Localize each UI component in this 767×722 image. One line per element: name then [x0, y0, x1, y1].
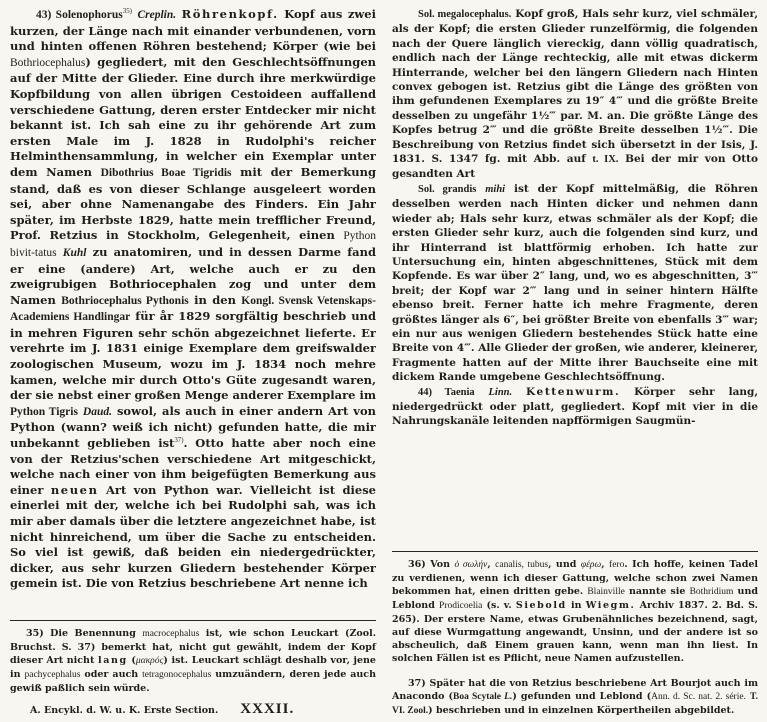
volume-number: XXXII. — [240, 701, 295, 717]
footnote-36: 36) Von ὁ σωλήν, canalis, tubus, und φέρω, fero. Ich hoffe, keinen Tadel zu verdienen, wenn ich dieser Gattung, welche schon zwei Namen bekommen hat, einen dritten gebe. Blainville nannte sie Bothridium und Leblond Prodicoelia (s. v. Siebold in Wiegm. Archiv 1837. 2. Bd. S. 265). Der erstere Name, etwas Grubenähnliches bezeichnend, sagt, auf diese Wurmgattung angewandt, Unsinn, und der andere ist so abscheulich, daß Einem grauen kann, wenn man ihn liest. In solchen Fällen ist es Pflicht, neue Namen aufzustellen. — [392, 559, 758, 664]
left-column — [10, 7, 376, 718]
footnote-35: 35) Die Benennung macrocephalus ist, wie schon Leuckart (Zool. Bruchst. S. 37) bemerkt hat, nicht gut gewählt, indem der Kopf dieser Art nicht lang (μακρός) ist. Leuckart schlägt deshalb vor, jene in pachycephalus oder auch tetragonocephalus umzuändern, deren jede auch gewiß paßlich sein würde. — [10, 628, 377, 694]
right-column — [392, 7, 758, 718]
paragraph-43: 43) Solenophorus$^{35)}$ Creplin. Röhrenkopf. Kopf aus zwei kurzen, der Länge nach mit einander verbundenen, vorn und hinten offenen Röhren bestehend; Körper (wie bei Bothriocephalus) gegliedert, mit den Geschlechtsöffnungen auf der Mitte der Glieder. Eine durch ihre merkwürdige Kopfbildung von allen übrigen Cestoideen auffallend verschiedene Gattung, deren erster Entdecker mir nicht bekannt ist. Ich sah eine zu ihr gehörende Art zum ersten Male im J. 1828 in Rudolphi's reicher Helminthensammlung, in welcher ein Exemplar unter dem Namen Dibothrius Boae Tigridis mit der Bemerkung stand, daß es von dieser Schlange ausgeleert worden sei, aber ohne Namenangabe des Finders. Ein Jahr später, im Herbste 1829, hatte mein trefflicher Freund, Prof. Retzius in Stockholm, Gelegenheit, einen Python bivit-tatus Kuhl zu anatomiren, und in dessen Darme fand er eine (andere) Art, welche auch er zu den zweigrubigen Bothriocephalen zog und unter dem Namen Bothriocephalus Pythonis in den Kongl. Svensk Vetenskaps-Academiens Handlingar für år 1829 sorgfältig beschrieb und in mehren Figuren sehr schön abgezeichnet lieferte. Er verehrte im J. 1831 einige Exemplare dem greifswalder zoologischen Museum, wozu im J. 1834 noch mehre kamen, welche mir durch Otto's Güte zugesandt waren, der sie nebst einer großen Menge anderer Exemplare im Python Tigris Daud. sowol, als auch in einer andern Art von Python (wann? weiß ich nicht) gefunden hatte, die mir unbekannt geblieben ist$^{37)}$. Otto hatte aber noch eine von der Retzius'schen verschiedene Art mitgeschickt, welche nach einer von ihm beigefügten Bemerkung aus einer neuen Art von Python war. Vielleicht ist diese einerlei mit der, welche ich bei Rudolphi sah, was ich mir aber damals über die letztere angezeichnet habe, ist nicht hinreichend, um über die Sache zu entscheiden. So viel ist gewiß, daß beiden ein niedergedrückter, dicker, aus sehr kurzen Gliedern bestehender Körper gemein ist. Die von Retzius beschriebene Art nenne ich — [10, 7, 376, 591]
footnote-rule-right — [392, 551, 758, 552]
paragraph-sol-megalocephalus: Sol. megalocephalus. Kopf groß, Hals sehr kurz, viel schmäler, als der Kopf; die ersten Glieder runzelförmig, die folgenden nach der Quere länglich viereckig, dann völlig quadratisch, endlich nach der Länge rechteckig, alle mit etwas dickerm Hinterrande, welcher bei den längern Gliedern nach Hinten convex gebogen ist. Retzius gibt die Länge des größten von ihm gefundenen Exemplares zu 19″ 4‴ und die größte Breite desselben zu ungefähr 1½‴ par. M. an. Die größte Länge des Kopfes betrug 2‴ und die größte Breite desselben 1½‴. Die Beschreibung von Retzius findet sich übersetzt in der Isis, J. 1831. S. 1347 fg. mit Abb. auf t. IX. Bei der mir von Otto gesandten Art — [392, 8, 758, 181]
right-column-body — [392, 7, 758, 429]
left-column-footer — [10, 620, 376, 718]
footnote-rule-left — [10, 620, 376, 621]
signature-line — [10, 701, 376, 718]
left-column-body — [10, 7, 376, 592]
signature-text: A. Encykl. d. W. u. K. Erste Section. — [30, 705, 219, 716]
paragraph-44: 44) Taenia Linn. Kettenwurm. Körper sehr lang, niedergedrückt oder platt, gegliedert. Kopf mit vier in die Nahrungskanäle leitenden napfförmigen Saugmün- — [392, 385, 758, 428]
footnote-gap — [392, 665, 758, 677]
right-column-footer — [392, 551, 758, 718]
footnote-37: 37) Später hat die von Retzius beschriebene Art Bourjot auch im Anacondo (Boa Scytale L.) gefunden und Leblond (Ann. d. Sc. nat. 2. série. T. VI. Zool.) beschrieben und in einzelnen Körpertheilen abgebildet. — [392, 678, 759, 716]
paragraph-sol-grandis: Sol. grandis mihi ist der Kopf mittelmäßig, die Röhren desselben werden nach Hinten dicker und nehmen dann wieder ab; Hals sehr kurz, etwas schmäler als der Kopf; die ersten Glieder sehr kurz, auch die folgenden sind kurz, und ihr Hinterrand ist blattförmig erhoben. Ich hatte zur Untersuchung ein, hinten abgeschnittenes, Stück mit dem Kopfende. Es war über 2″ lang, und, wo es abgeschnitten, 3‴ breit; der Kopf war 2‴ lang und in seiner hintern Hälfte ebenso breit. Ferner hatte ich mehre Fragmente, deren größtes länger als 6″, bei größter Breite von ebenfalls 3‴ war; ein nur aus wenigen Gliedern bestehendes Stück hatte eine Breite von 4‴. Alle Glieder der großen, wie anderer, kleinerer, Fragmente hatten auf der Mitte ihrer Bauchseite eine mit dickem Rande umgebene Geschlechtsöffnung. — [392, 182, 758, 384]
